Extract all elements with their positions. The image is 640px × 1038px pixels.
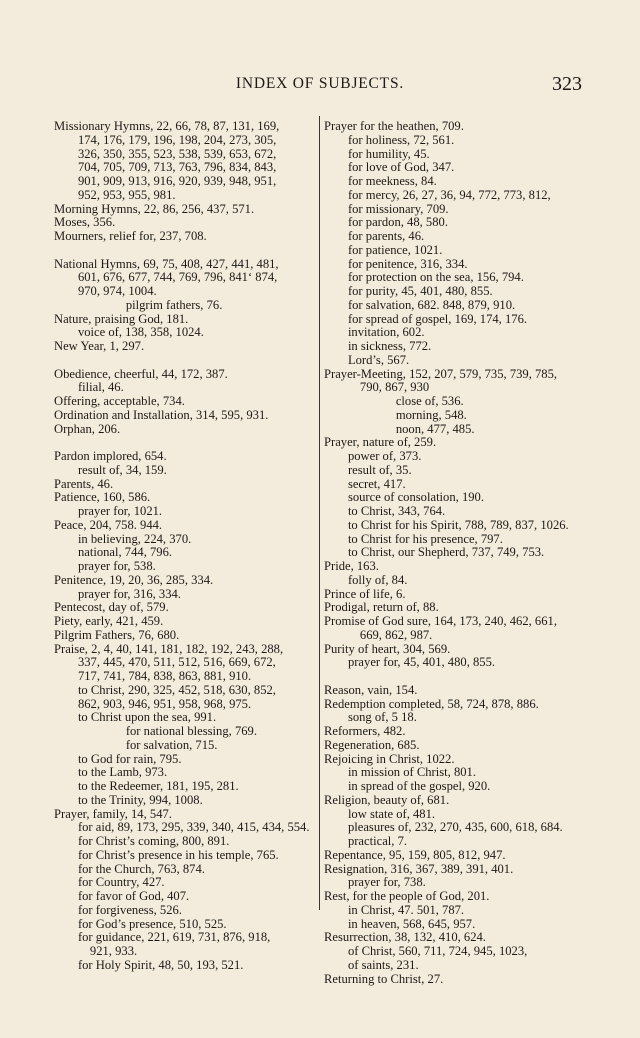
index-entry: pilgrim fathers, 76. xyxy=(125,297,223,312)
index-entry: filial, 46. xyxy=(77,380,124,395)
index-entry: Resignation, 316, 367, 389, 391, 401. xyxy=(324,861,514,876)
index-gap xyxy=(54,244,316,258)
index-entry: for salvation, 715. xyxy=(125,737,218,752)
index-entry: National Hymns, 69, 75, 408, 427, 441, 481, xyxy=(54,256,279,271)
index-entry: to Christ, 343, 764. xyxy=(347,504,446,518)
index-entry: Orphan, 206. xyxy=(54,421,121,436)
index-entry: for Country, 427. xyxy=(77,875,165,890)
index-column-left xyxy=(54,120,316,973)
index-entry: Morning Hymns, 22, 86, 256, 437, 571. xyxy=(54,201,255,216)
index-entry: for pardon, 48, 580. xyxy=(347,215,448,230)
index-entry: for love of God, 347. xyxy=(347,160,455,175)
index-entry: Regeneration, 685. xyxy=(324,737,420,752)
index-entry: for spread of gospel, 169, 174, 176. xyxy=(347,311,528,326)
index-entry: for holiness, 72, 561. xyxy=(347,132,455,147)
index-entry: for national blessing, 769. xyxy=(125,724,257,738)
index-entry: for parents, 46. xyxy=(347,229,425,243)
index-entry: for humility, 45. xyxy=(347,146,430,161)
index-entry: Praise, 2, 4, 40, 141, 181, 182, 192, 243, 288, xyxy=(54,641,284,656)
index-entry: to Christ for his Spirit, 788, 789, 837, 1026. xyxy=(347,517,569,532)
page-number: 323 xyxy=(552,73,582,95)
index-entry: to the Trinity, 994, 1008. xyxy=(77,792,203,807)
index-gap xyxy=(54,354,316,368)
index-entry: prayer for, 316, 334. xyxy=(77,586,181,601)
index-entry: of Christ, 560, 711, 724, 945, 1023, xyxy=(347,944,528,958)
index-entry: in Christ, 47. 501, 787. xyxy=(347,902,465,917)
index-entry: to Christ, our Shepherd, 737, 749, 753. xyxy=(347,545,545,560)
index-entry: in spread of the gospel, 920. xyxy=(347,779,491,793)
index-entry: pleasures of, 232, 270, 435, 600, 618, 684. xyxy=(347,820,563,835)
index-entry: Piety, early, 421, 459. xyxy=(54,614,164,628)
index-entry: folly of, 84. xyxy=(347,572,408,587)
index-entry: Returning to Christ, 27. xyxy=(324,971,444,986)
index-entry: to Christ, 290, 325, 452, 518, 630, 852, xyxy=(77,682,276,697)
index-gap xyxy=(324,670,604,684)
index-entry: for missionary, 709. xyxy=(347,201,449,216)
index-entry: Peace, 204, 758. 944. xyxy=(54,517,163,532)
index-entry: prayer for, 538. xyxy=(77,559,156,573)
index-entry: secret, 417. xyxy=(347,476,406,491)
index-entry: Prodigal, return of, 88. xyxy=(324,600,439,615)
index-entry: for forgiveness, 526. xyxy=(77,902,182,917)
index-entry: Prayer for the heathen, 709. xyxy=(324,119,464,133)
index-entry: Nature, praising God, 181. xyxy=(54,311,189,326)
index-entry: of saints, 231. xyxy=(347,957,419,972)
index-entry: power of, 373. xyxy=(347,449,422,463)
index-entry: for mercy, 26, 27, 36, 94, 772, 773, 812, xyxy=(347,187,551,202)
index-entry: 921, 933. xyxy=(89,944,138,958)
index-entry: 952, 953, 955, 981. xyxy=(77,187,176,202)
index-entry: for Christ’s presence in his temple, 765. xyxy=(77,847,279,862)
index-entry: Mourners, relief for, 237, 708. xyxy=(54,229,207,243)
index-entry: for Christ’s coming, 800, 891. xyxy=(77,834,230,848)
index-entry: Offering, acceptable, 734. xyxy=(54,394,185,408)
index-entry: to God for rain, 795. xyxy=(77,751,182,766)
index-entry: national, 744, 796. xyxy=(77,545,173,560)
index-entry: for Holy Spirit, 48, 50, 193, 521. xyxy=(77,957,244,972)
index-entry: to Christ for his presence, 797. xyxy=(347,531,503,546)
index-entry: for aid, 89, 173, 295, 339, 340, 415, 434, 554. xyxy=(77,820,310,835)
index-entry: for patience, 1021. xyxy=(347,242,443,257)
column-divider xyxy=(319,116,320,910)
index-entry: result of, 34, 159. xyxy=(77,462,167,477)
index-entry: to Christ upon the sea, 991. xyxy=(77,710,217,725)
index-entry: prayer for, 738. xyxy=(347,875,426,890)
index-entry: Patience, 160, 586. xyxy=(54,490,151,505)
index-entry: Reformers, 482. xyxy=(324,724,406,738)
index-entry: 717, 741, 784, 838, 863, 881, 910. xyxy=(77,669,252,683)
index-entry: 669, 862, 987. xyxy=(359,627,433,642)
index-entry: Reason, vain, 154. xyxy=(324,682,418,697)
index-entry: prayer for, 1021. xyxy=(77,504,163,518)
index-entry: Pride, 163. xyxy=(324,559,379,573)
index-entry: for guidance, 221, 619, 731, 876, 918, xyxy=(77,930,271,945)
index-entry: 790, 867, 930 xyxy=(359,380,430,395)
index-entry: to the Lamb, 973. xyxy=(77,765,168,780)
index-entry: Rest, for the people of God, 201. xyxy=(324,889,490,903)
index-entry: invitation, 602. xyxy=(347,325,425,340)
index-entry: for favor of God, 407. xyxy=(77,889,190,903)
index-entry: 326, 350, 355, 523, 538, 539, 653, 672, xyxy=(77,146,277,161)
index-entry: Lord’s, 567. xyxy=(347,352,410,367)
index-entry: Purity of heart, 304, 569. xyxy=(324,641,451,656)
index-entry: Rejoicing in Christ, 1022. xyxy=(324,751,455,766)
index-entry: Pilgrim Fathers, 76, 680. xyxy=(54,627,180,642)
index-entry: noon, 477, 485. xyxy=(395,421,475,436)
index-entry: for protection on the sea, 156, 794. xyxy=(347,270,524,285)
index-entry: Resurrection, 38, 132, 410, 624. xyxy=(324,930,486,945)
index-entry: source of consolation, 190. xyxy=(347,490,484,505)
index-entry: practical, 7. xyxy=(347,834,408,848)
index-entry: in mission of Christ, 801. xyxy=(347,765,476,780)
index-entry: in heaven, 568, 645, 957. xyxy=(347,916,476,931)
index-entry: New Year, 1, 297. xyxy=(54,339,145,353)
index-entry: 174, 176, 179, 196, 198, 204, 273, 305, xyxy=(77,132,277,147)
index-entry: Moses, 356. xyxy=(54,215,116,230)
index-entry: Prayer, nature of, 259. xyxy=(324,435,437,450)
index-entry: for God’s presence, 510, 525. xyxy=(77,916,227,931)
index-entry: close of, 536. xyxy=(395,394,464,408)
index-entry: in believing, 224, 370. xyxy=(77,531,192,546)
index-entry: Prayer-Meeting, 152, 207, 579, 735, 739, 785, xyxy=(324,366,558,381)
index-entry: 970, 974, 1004. xyxy=(77,284,157,298)
index-entry: Promise of God sure, 164, 173, 240, 462, 661, xyxy=(324,614,557,628)
index-entry: for penitence, 316, 334. xyxy=(347,256,468,271)
index-entry: result of, 35. xyxy=(347,462,412,477)
index-entry: Repentance, 95, 159, 805, 812, 947. xyxy=(324,847,506,862)
index-column-right xyxy=(324,120,604,986)
index-entry: Missionary Hymns, 22, 66, 78, 87, 131, 169, xyxy=(54,119,280,133)
index-entry: Prince of life, 6. xyxy=(324,586,406,601)
index-entry: morning, 548. xyxy=(395,407,467,422)
index-entry: Pardon implored, 654. xyxy=(54,449,167,463)
index-entry: 704, 705, 709, 713, 763, 796, 834, 843, xyxy=(77,160,277,175)
index-entry: to the Redeemer, 181, 195, 281. xyxy=(77,779,239,793)
index-entry: Penitence, 19, 20, 36, 285, 334. xyxy=(54,572,214,587)
index-entry: 901, 909, 913, 916, 920, 939, 948, 951, xyxy=(77,174,277,188)
index-entry: 601, 676, 677, 744, 769, 796, 841‘ 874, xyxy=(77,270,278,285)
index-entry: Parents, 46. xyxy=(54,476,114,491)
index-entry: Obedience, cheerful, 44, 172, 387. xyxy=(54,366,228,381)
index-entry: Prayer, family, 14, 547. xyxy=(54,806,172,821)
index-entry: Redemption completed, 58, 724, 878, 886. xyxy=(324,696,539,711)
index-entry: for purity, 45, 401, 480, 855. xyxy=(347,284,493,298)
index-entry: 862, 903, 946, 951, 958, 968, 975. xyxy=(77,696,252,711)
index-entry: for meekness, 84. xyxy=(347,174,437,188)
running-head: INDEX OF SUBJECTS. xyxy=(235,75,405,92)
index-entry: Religion, beauty of, 681. xyxy=(324,792,450,807)
index-entry: 337, 445, 470, 511, 512, 516, 669, 672, xyxy=(77,655,276,670)
index-entry: song of, 5 18. xyxy=(347,710,417,725)
index-gap xyxy=(54,436,316,450)
index-entry: in sickness, 772. xyxy=(347,339,432,353)
index-entry: for the Church, 763, 874. xyxy=(77,861,205,876)
index-entry: low state of, 481. xyxy=(347,806,436,821)
index-entry: Pentecost, day of, 579. xyxy=(54,600,169,615)
index-entry: voice of, 138, 358, 1024. xyxy=(77,325,204,340)
index-entry: prayer for, 45, 401, 480, 855. xyxy=(347,655,496,670)
index-entry: Ordination and Installation, 314, 595, 931. xyxy=(54,407,269,422)
index-entry: for salvation, 682. 848, 879, 910. xyxy=(347,297,516,312)
